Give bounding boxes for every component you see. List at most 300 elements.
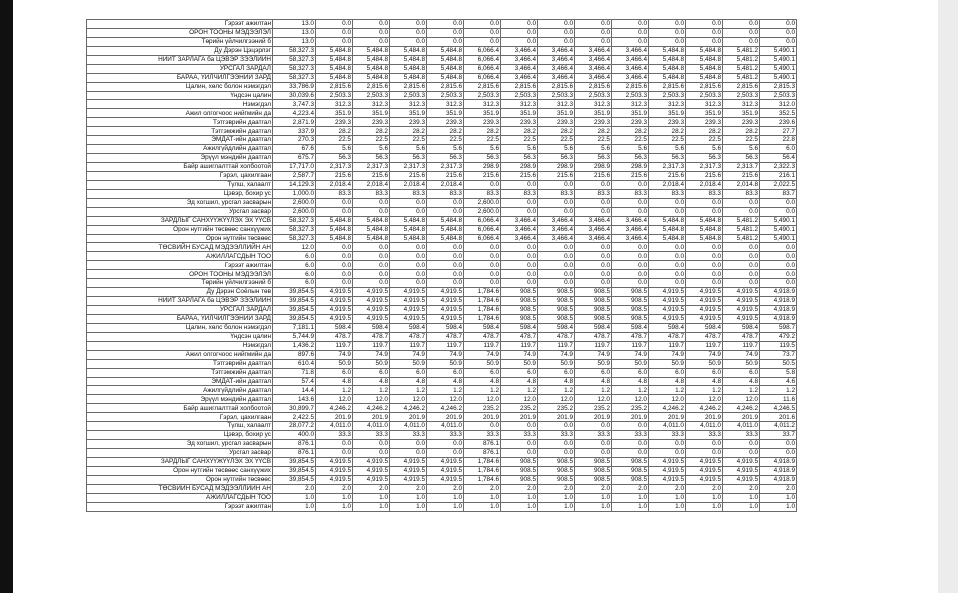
month-value-cell: 56.3 — [316, 154, 353, 163]
month-value-cell: 0.0 — [427, 261, 464, 270]
month-value-cell: 33.3 — [538, 431, 575, 440]
month-value-cell: 83.3 — [501, 189, 538, 198]
month-value-cell: 83.3 — [723, 189, 760, 198]
month-value-cell: 0.0 — [538, 261, 575, 270]
row-label: Эд хогшил, урсгал засварын — [87, 440, 273, 449]
month-value-cell: 1.0 — [575, 502, 612, 511]
month-value-cell: 12.0 — [538, 395, 575, 404]
month-value-cell: 351.9 — [316, 109, 353, 118]
table-row — [87, 189, 797, 198]
table-row — [87, 20, 797, 29]
row-label: АЖИЛЛАГСДЫН ТОО — [87, 493, 273, 502]
month-value-cell: 33.3 — [501, 431, 538, 440]
row-label: Үндсэн цалин — [87, 332, 273, 341]
month-value-cell: 28.2 — [686, 127, 723, 136]
month-value-cell: 3,466.4 — [575, 55, 612, 64]
month-value-cell: 1.0 — [686, 493, 723, 502]
month-value-cell: 3,466.4 — [501, 73, 538, 82]
month-value-cell: 5,490.1 — [760, 234, 797, 243]
month-value-cell: 83.3 — [686, 189, 723, 198]
month-value-cell: 0.0 — [575, 207, 612, 216]
month-value-cell: 215.6 — [390, 171, 427, 180]
month-value-cell: 1.2 — [649, 386, 686, 395]
row-label: Ду Дэрэн Соёлын төв — [87, 288, 273, 297]
month-value-cell: 0.0 — [316, 198, 353, 207]
month-value-cell: 0.0 — [353, 20, 390, 29]
month-value-cell: 908.5 — [575, 288, 612, 297]
month-value-cell: 0.0 — [464, 422, 501, 431]
budget-sheet — [86, 19, 797, 512]
month-value-cell: 2,503.3 — [723, 91, 760, 100]
month-value-cell: 4,919.5 — [686, 288, 723, 297]
month-value-cell: 5.6 — [353, 145, 390, 154]
month-value-cell: 4,919.5 — [686, 466, 723, 475]
month-value-cell: 908.5 — [575, 466, 612, 475]
month-value-cell: 33.3 — [649, 431, 686, 440]
month-value-cell: 5.6 — [464, 145, 501, 154]
month-value-cell: 5.6 — [686, 145, 723, 154]
month-value-cell: 2,815.6 — [649, 82, 686, 91]
month-value-cell: 3,466.4 — [612, 225, 649, 234]
month-value-cell: 201.9 — [353, 413, 390, 422]
month-value-cell: 22.5 — [538, 136, 575, 145]
month-value-cell: 0.0 — [464, 252, 501, 261]
month-value-cell: 2.0 — [612, 484, 649, 493]
month-value-cell: 83.3 — [575, 189, 612, 198]
month-value-cell: 598.7 — [760, 323, 797, 332]
table-row — [87, 234, 797, 243]
month-value-cell: 3,466.4 — [575, 46, 612, 55]
month-value-cell: 6,066.4 — [464, 64, 501, 73]
month-value-cell: 0.0 — [501, 207, 538, 216]
month-value-cell: 119.7 — [612, 341, 649, 350]
month-value-cell: 215.6 — [427, 171, 464, 180]
month-value-cell: 4,918.9 — [760, 466, 797, 475]
month-value-cell: 908.5 — [501, 457, 538, 466]
month-value-cell: 2,815.6 — [612, 82, 649, 91]
month-value-cell: 2.0 — [501, 484, 538, 493]
row-label: Орон нутгийн төсвөөс — [87, 475, 273, 484]
table-row — [87, 109, 797, 118]
month-value-cell: 215.6 — [501, 171, 538, 180]
month-value-cell: 478.7 — [575, 332, 612, 341]
month-value-cell: 2,503.3 — [501, 91, 538, 100]
month-value-cell: 201.9 — [538, 413, 575, 422]
month-value-cell: 239.3 — [538, 118, 575, 127]
month-value-cell: 0.0 — [686, 270, 723, 279]
month-value-cell: 1,784.6 — [464, 475, 501, 484]
month-value-cell: 0.0 — [538, 243, 575, 252]
row-label: АЖИЛЛАГСДЫН ТОО — [87, 252, 273, 261]
month-value-cell: 4.8 — [316, 377, 353, 386]
month-value-cell: 0.0 — [390, 440, 427, 449]
month-value-cell: 6,066.4 — [464, 225, 501, 234]
month-value-cell: 22.5 — [501, 136, 538, 145]
month-value-cell: 4.8 — [575, 377, 612, 386]
row-label: ЗАРДЛЫГ САНХҮҮЖҮҮЛЭХ ЭХ ҮҮСВ — [87, 216, 273, 225]
month-value-cell: 2,815.6 — [316, 82, 353, 91]
month-value-cell: 56.3 — [538, 154, 575, 163]
month-value-cell: 4.8 — [723, 377, 760, 386]
annual-total-cell: 39,854.5 — [273, 314, 316, 323]
month-value-cell: 5,484.8 — [316, 225, 353, 234]
month-value-cell: 5.6 — [390, 145, 427, 154]
month-value-cell: 3,466.4 — [612, 234, 649, 243]
month-value-cell: 0.0 — [316, 270, 353, 279]
month-value-cell: 5,484.8 — [649, 46, 686, 55]
month-value-cell: 1.0 — [353, 502, 390, 511]
month-value-cell: 0.0 — [723, 243, 760, 252]
row-label: Урсгал засвар — [87, 449, 273, 458]
table-row — [87, 288, 797, 297]
table-row — [87, 207, 797, 216]
table-row — [87, 350, 797, 359]
month-value-cell: 3,466.4 — [538, 234, 575, 243]
month-value-cell: 3,466.4 — [501, 64, 538, 73]
annual-total-cell: 17,717.0 — [273, 163, 316, 172]
table-row — [87, 37, 797, 46]
month-value-cell: 4,919.5 — [649, 466, 686, 475]
annual-total-cell: 6.0 — [273, 252, 316, 261]
annual-total-cell: 58,327.3 — [273, 55, 316, 64]
table-row — [87, 386, 797, 395]
month-value-cell: 2,317.3 — [427, 163, 464, 172]
month-value-cell: 0.0 — [649, 207, 686, 216]
month-value-cell: 1.2 — [612, 386, 649, 395]
month-value-cell: 235.2 — [575, 404, 612, 413]
annual-total-cell: 30,039.6 — [273, 91, 316, 100]
month-value-cell: 0.0 — [427, 270, 464, 279]
month-value-cell: 298.9 — [538, 163, 575, 172]
month-value-cell: 0.0 — [723, 20, 760, 29]
month-value-cell: 83.7 — [760, 189, 797, 198]
month-value-cell: 0.0 — [501, 270, 538, 279]
month-value-cell: 5,484.8 — [686, 55, 723, 64]
month-value-cell: 0.0 — [575, 37, 612, 46]
table-row — [87, 198, 797, 207]
table-row — [87, 431, 797, 440]
table-row — [87, 55, 797, 64]
month-value-cell: 4,246.2 — [390, 404, 427, 413]
month-value-cell: 478.7 — [427, 332, 464, 341]
month-value-cell: 0.0 — [575, 180, 612, 189]
month-value-cell: 119.7 — [390, 341, 427, 350]
annual-total-cell: 39,854.5 — [273, 466, 316, 475]
table-row — [87, 64, 797, 73]
month-value-cell: 908.5 — [575, 314, 612, 323]
month-value-cell: 2.0 — [464, 484, 501, 493]
month-value-cell: 908.5 — [501, 475, 538, 484]
month-value-cell: 4,919.5 — [686, 475, 723, 484]
month-value-cell: 1.2 — [575, 386, 612, 395]
table-row — [87, 100, 797, 109]
annual-total-cell: 14.4 — [273, 386, 316, 395]
annual-total-cell: 2,600.0 — [273, 207, 316, 216]
table-row — [87, 395, 797, 404]
month-value-cell: 0.0 — [427, 207, 464, 216]
month-value-cell: 4,919.5 — [723, 475, 760, 484]
month-value-cell: 478.7 — [316, 332, 353, 341]
month-value-cell: 0.0 — [686, 440, 723, 449]
month-value-cell: 33.3 — [686, 431, 723, 440]
annual-total-cell: 58,327.3 — [273, 64, 316, 73]
month-value-cell: 2,503.3 — [464, 91, 501, 100]
month-value-cell: 312.3 — [464, 100, 501, 109]
month-value-cell: 312.3 — [390, 100, 427, 109]
month-value-cell: 5,490.1 — [760, 216, 797, 225]
month-value-cell: 0.0 — [649, 279, 686, 288]
table-row — [87, 279, 797, 288]
month-value-cell: 2,322.3 — [760, 163, 797, 172]
month-value-cell: 0.0 — [612, 252, 649, 261]
month-value-cell: 0.0 — [501, 279, 538, 288]
table-row — [87, 457, 797, 466]
month-value-cell: 0.0 — [353, 279, 390, 288]
row-label: Тэтгэврийн даатгал — [87, 359, 273, 368]
annual-total-cell: 39,854.5 — [273, 297, 316, 306]
annual-total-cell: 30,899.7 — [273, 404, 316, 413]
row-label: Цалин, хөлс болон нэмэгдэл — [87, 323, 273, 332]
month-value-cell: 12.0 — [353, 395, 390, 404]
row-label: Түлш, халаалт — [87, 180, 273, 189]
month-value-cell: 4,246.2 — [649, 404, 686, 413]
month-value-cell: 28.2 — [649, 127, 686, 136]
month-value-cell: 598.4 — [464, 323, 501, 332]
month-value-cell: 1.2 — [501, 386, 538, 395]
month-value-cell: 4.8 — [464, 377, 501, 386]
month-value-cell: 6.0 — [760, 145, 797, 154]
month-value-cell: 22.5 — [723, 136, 760, 145]
month-value-cell: 0.0 — [353, 261, 390, 270]
month-value-cell: 56.3 — [723, 154, 760, 163]
month-value-cell: 598.4 — [353, 323, 390, 332]
table-row — [87, 484, 797, 493]
month-value-cell: 4,246.2 — [686, 404, 723, 413]
month-value-cell: 0.0 — [686, 28, 723, 37]
month-value-cell: 908.5 — [612, 288, 649, 297]
table-row — [87, 466, 797, 475]
month-value-cell: 4,919.5 — [427, 466, 464, 475]
month-value-cell: 0.0 — [649, 198, 686, 207]
month-value-cell: 1.0 — [612, 493, 649, 502]
month-value-cell: 0.0 — [612, 449, 649, 458]
table-row — [87, 252, 797, 261]
month-value-cell: 50.9 — [353, 359, 390, 368]
month-value-cell: 598.4 — [316, 323, 353, 332]
month-value-cell: 4,919.5 — [390, 466, 427, 475]
month-value-cell: 0.0 — [427, 28, 464, 37]
month-value-cell: 0.0 — [501, 28, 538, 37]
month-value-cell: 0.0 — [575, 422, 612, 431]
month-value-cell: 4,918.9 — [760, 288, 797, 297]
month-value-cell: 908.5 — [538, 288, 575, 297]
month-value-cell: 5,484.8 — [390, 216, 427, 225]
month-value-cell: 351.9 — [612, 109, 649, 118]
annual-total-cell: 337.9 — [273, 127, 316, 136]
month-value-cell: 5,484.8 — [427, 64, 464, 73]
annual-total-cell: 6.0 — [273, 279, 316, 288]
month-value-cell: 1.0 — [575, 493, 612, 502]
month-value-cell: 4,919.5 — [649, 475, 686, 484]
month-value-cell: 2,018.4 — [686, 180, 723, 189]
row-label: Ажил олгогчоос нийгмийн да — [87, 109, 273, 118]
month-value-cell: 1,784.6 — [464, 314, 501, 323]
month-value-cell: 5,484.8 — [686, 73, 723, 82]
month-value-cell: 4,918.9 — [760, 475, 797, 484]
month-value-cell: 0.0 — [501, 37, 538, 46]
month-value-cell: 12.0 — [612, 395, 649, 404]
month-value-cell: 2,815.6 — [538, 82, 575, 91]
month-value-cell: 5,484.8 — [427, 55, 464, 64]
month-value-cell: 1.0 — [538, 493, 575, 502]
month-value-cell: 0.0 — [686, 279, 723, 288]
month-value-cell: 1,784.6 — [464, 466, 501, 475]
month-value-cell: 5.6 — [427, 145, 464, 154]
month-value-cell: 2.0 — [538, 484, 575, 493]
month-value-cell: 4,919.5 — [723, 314, 760, 323]
month-value-cell: 28.2 — [316, 127, 353, 136]
month-value-cell: 56.3 — [353, 154, 390, 163]
month-value-cell: 0.0 — [686, 37, 723, 46]
month-value-cell: 74.9 — [723, 350, 760, 359]
month-value-cell: 74.9 — [501, 350, 538, 359]
month-value-cell: 0.0 — [723, 270, 760, 279]
row-label: Төрийн үйлчилгээний б — [87, 37, 273, 46]
month-value-cell: 4,919.5 — [353, 288, 390, 297]
month-value-cell: 74.9 — [353, 350, 390, 359]
month-value-cell: 312.3 — [538, 100, 575, 109]
month-value-cell: 2,815.6 — [353, 82, 390, 91]
row-label: Тэтгэврийн даатгал — [87, 118, 273, 127]
month-value-cell: 215.6 — [575, 171, 612, 180]
month-value-cell: 0.0 — [501, 440, 538, 449]
month-value-cell: 22.5 — [390, 136, 427, 145]
month-value-cell: 3,466.4 — [612, 46, 649, 55]
month-value-cell: 0.0 — [316, 37, 353, 46]
month-value-cell: 28.2 — [501, 127, 538, 136]
table-row — [87, 136, 797, 145]
month-value-cell: 2,503.3 — [427, 91, 464, 100]
month-value-cell: 0.0 — [390, 279, 427, 288]
month-value-cell: 2,815.6 — [464, 82, 501, 91]
month-value-cell: 33.3 — [464, 431, 501, 440]
month-value-cell: 3,466.4 — [612, 216, 649, 225]
month-value-cell: 351.9 — [686, 109, 723, 118]
month-value-cell: 1.0 — [464, 493, 501, 502]
month-value-cell: 239.3 — [501, 118, 538, 127]
month-value-cell: 6.0 — [464, 368, 501, 377]
table-row — [87, 368, 797, 377]
month-value-cell: 12.0 — [316, 395, 353, 404]
month-value-cell: 56.3 — [501, 154, 538, 163]
annual-total-cell: 12.0 — [273, 243, 316, 252]
row-label: ЗАРДЛЫГ САНХҮҮЖҮҮЛЭХ ЭХ ҮҮСВ — [87, 457, 273, 466]
month-value-cell: 1.0 — [723, 502, 760, 511]
month-value-cell: 1.0 — [538, 502, 575, 511]
month-value-cell: 201.9 — [316, 413, 353, 422]
month-value-cell: 908.5 — [612, 457, 649, 466]
month-value-cell: 0.0 — [686, 207, 723, 216]
month-value-cell: 119.7 — [427, 341, 464, 350]
month-value-cell: 119.7 — [501, 341, 538, 350]
month-value-cell: 5.6 — [723, 145, 760, 154]
month-value-cell: 598.4 — [390, 323, 427, 332]
month-value-cell: 478.7 — [686, 332, 723, 341]
month-value-cell: 0.0 — [575, 270, 612, 279]
annual-total-cell: 13.0 — [273, 20, 316, 29]
month-value-cell: 0.0 — [723, 279, 760, 288]
month-value-cell: 0.0 — [723, 28, 760, 37]
month-value-cell: 0.0 — [649, 243, 686, 252]
month-value-cell: 1.0 — [353, 493, 390, 502]
month-value-cell: 239.3 — [464, 118, 501, 127]
row-label: Нэмэгдэл — [87, 100, 273, 109]
month-value-cell: 478.7 — [649, 332, 686, 341]
month-value-cell: 215.6 — [649, 171, 686, 180]
month-value-cell: 6,066.4 — [464, 73, 501, 82]
month-value-cell: 598.4 — [575, 323, 612, 332]
table-row — [87, 225, 797, 234]
month-value-cell: 0.0 — [575, 243, 612, 252]
month-value-cell: 4,919.5 — [649, 314, 686, 323]
month-value-cell: 0.0 — [501, 422, 538, 431]
annual-total-cell: 1,436.2 — [273, 341, 316, 350]
month-value-cell: 4,919.5 — [649, 288, 686, 297]
month-value-cell: 351.9 — [538, 109, 575, 118]
month-value-cell: 1.0 — [316, 493, 353, 502]
month-value-cell: 0.0 — [575, 252, 612, 261]
table-row — [87, 502, 797, 511]
row-label: Байр ашиглалттай холбоотой — [87, 404, 273, 413]
month-value-cell: 598.4 — [686, 323, 723, 332]
month-value-cell: 0.0 — [464, 243, 501, 252]
month-value-cell: 3,466.4 — [501, 234, 538, 243]
annual-total-cell: 13.0 — [273, 28, 316, 37]
month-value-cell: 83.3 — [427, 189, 464, 198]
month-value-cell: 0.0 — [501, 20, 538, 29]
month-value-cell: 2.0 — [390, 484, 427, 493]
month-value-cell: 0.0 — [316, 243, 353, 252]
month-value-cell: 56.3 — [686, 154, 723, 163]
month-value-cell: 0.0 — [649, 28, 686, 37]
month-value-cell: 5,484.8 — [686, 64, 723, 73]
annual-total-cell: 876.1 — [273, 449, 316, 458]
month-value-cell: 5,481.2 — [723, 73, 760, 82]
month-value-cell: 1,784.6 — [464, 457, 501, 466]
month-value-cell: 0.0 — [501, 243, 538, 252]
month-value-cell: 5,484.8 — [390, 234, 427, 243]
month-value-cell: 0.0 — [316, 207, 353, 216]
month-value-cell: 0.0 — [760, 198, 797, 207]
right-scan-margin — [938, 0, 958, 593]
annual-total-cell: 57.4 — [273, 377, 316, 386]
month-value-cell: 908.5 — [501, 288, 538, 297]
month-value-cell: 908.5 — [575, 475, 612, 484]
month-value-cell: 351.9 — [427, 109, 464, 118]
month-value-cell: 478.7 — [464, 332, 501, 341]
month-value-cell: 2,815.6 — [427, 82, 464, 91]
month-value-cell: 0.0 — [723, 440, 760, 449]
annual-total-cell: 2,600.0 — [273, 198, 316, 207]
month-value-cell: 56.3 — [649, 154, 686, 163]
month-value-cell: 6.0 — [390, 368, 427, 377]
month-value-cell: 908.5 — [501, 297, 538, 306]
month-value-cell: 4,919.5 — [316, 457, 353, 466]
month-value-cell: 33.3 — [316, 431, 353, 440]
month-value-cell: 908.5 — [575, 306, 612, 315]
month-value-cell: 4,919.5 — [353, 314, 390, 323]
month-value-cell: 2,815.3 — [760, 82, 797, 91]
